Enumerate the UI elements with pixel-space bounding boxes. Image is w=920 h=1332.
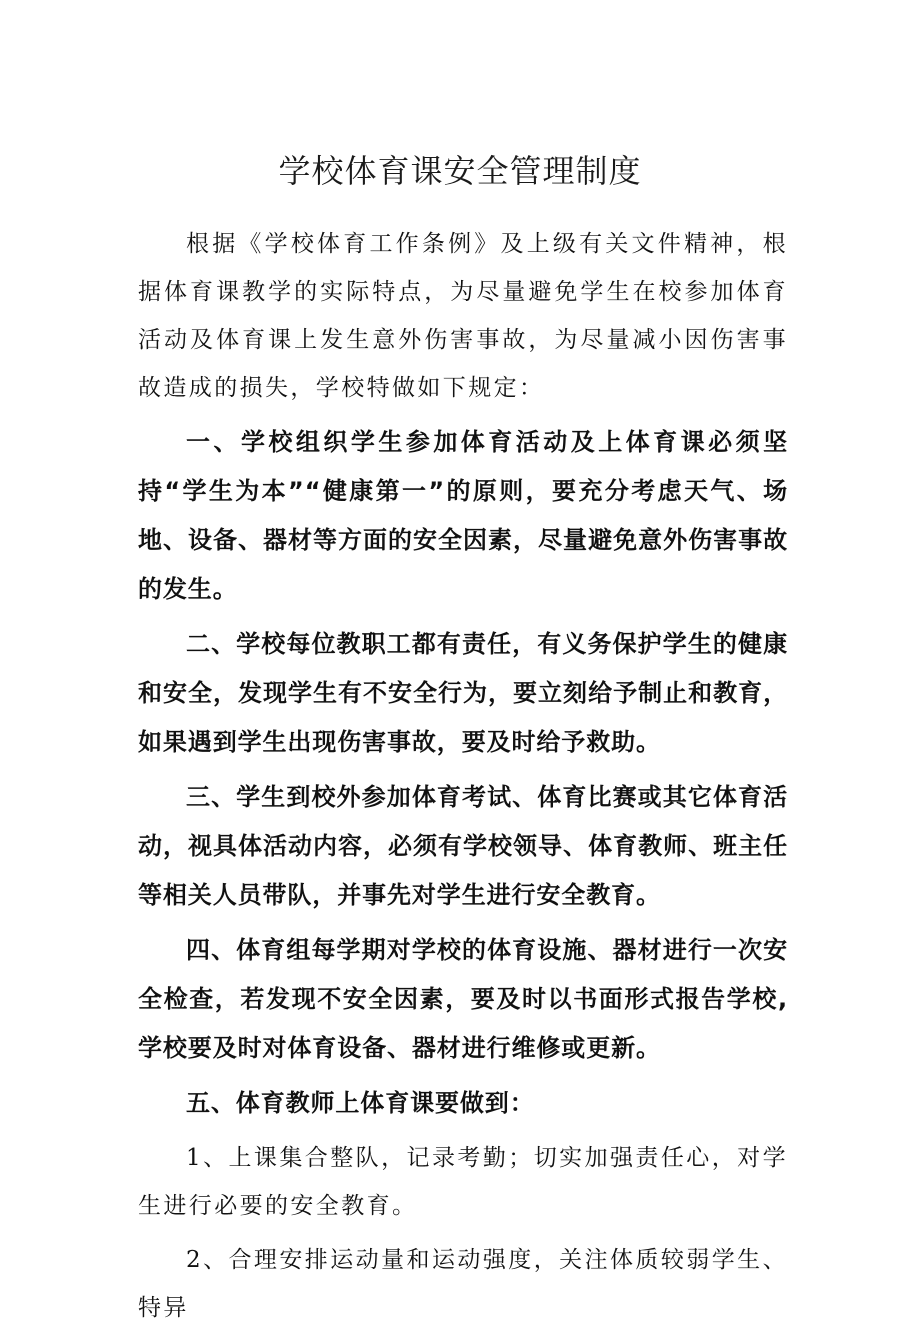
rule-1-paragraph: 一、学校组织学生参加体育活动及上体育课必须坚持“学生为本”“健康第一”的原则，要充分考虑天气、场地、设备、器材等方面的安全因素，尽量避免意外伤害事故的发生。 [138,428,788,603]
document-title: 学校体育课安全管理制度 [278,152,642,190]
document-body [138,220,788,1332]
sub-item-2-paragraph: 2、合理安排运动量和运动强度，关注体质较弱学生、特异 [138,1247,788,1321]
rule-3-paragraph: 三、学生到校外参加体育考试、体育比赛或其它体育活动，视具体活动内容，必须有学校领导、体育教师、班主任等相关人员带队，并事先对学生进行安全教育。 [138,783,788,909]
rule-4-paragraph: 四、体育组每学期对学校的体育设施、器材进行一次安全检查，若发现不安全因素，要及时以书面形式报告学校,学校要及时对体育设备、器材进行维修或更新。 [138,936,788,1062]
intro-paragraph: 根据《学校体育工作条例》及上级有关文件精神，根据体育课教学的实际特点，为尽量避免学生在校参加体育活动及体育课上发生意外伤害事故，为尽量减小因伤害事故造成的损失，学校特做如下规定： [138,231,788,401]
rule-5-paragraph: 五、体育教师上体育课要做到： [186,1089,535,1117]
sub-item-1-paragraph: 1、上课集合整队，记录考勤；切实加强责任心，对学生进行必要的安全教育。 [138,1145,788,1219]
rule-2-paragraph: 二、学校每位教职工都有责任，有义务保护学生的健康和安全，发现学生有不安全行为，要立刻给予制止和教育，如果遇到学生出现伤害事故，要及时给予救助。 [138,630,788,756]
